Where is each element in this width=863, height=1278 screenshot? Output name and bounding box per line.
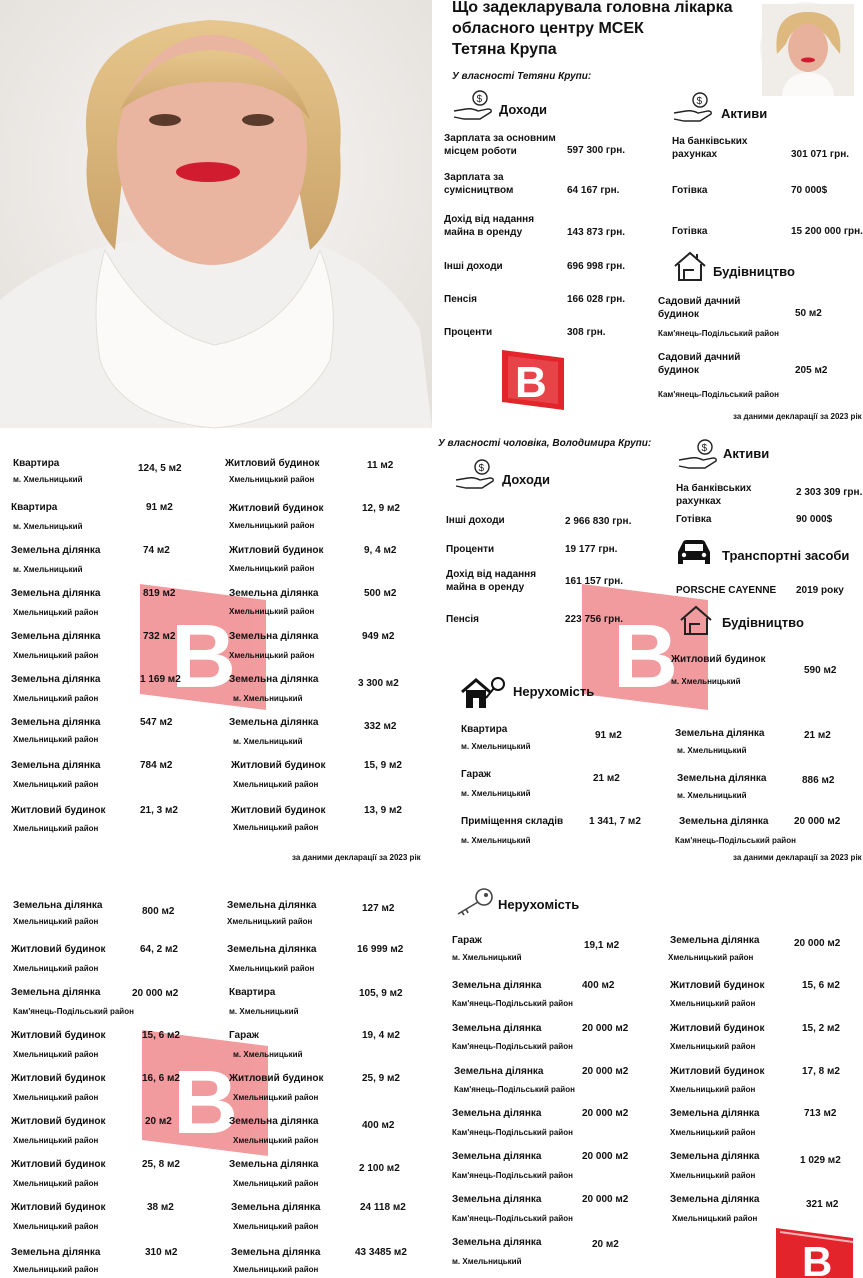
row-value: 949 м2 xyxy=(362,631,395,642)
row-location: м. Хмельницький xyxy=(461,742,531,751)
row-value: 43 3485 м2 xyxy=(355,1247,407,1258)
row-location: Хмельницький район xyxy=(13,1050,99,1059)
row-name: Земельна ділянка xyxy=(13,900,103,911)
row-location: м. Хмельницький xyxy=(13,475,83,484)
row-location: Хмельницький район xyxy=(229,607,315,616)
assets-value-2: 70 000$ xyxy=(791,185,828,196)
row-value: 20 000 м2 xyxy=(794,816,841,827)
row-location: Хмельницький район xyxy=(229,564,315,573)
row-location: Хмельницький район xyxy=(670,1042,756,1051)
row-value: 21, 3 м2 xyxy=(140,805,178,816)
row-value: 2 100 м2 xyxy=(359,1163,400,1174)
row-name: Земельна ділянка xyxy=(670,935,760,946)
row-location: Хмельницький район xyxy=(13,917,99,926)
row-location: Хмельницький район xyxy=(670,1171,756,1180)
page-title-line3: Тетяна Крупа xyxy=(452,41,557,58)
income-label-1a: Зарплата за основним xyxy=(444,133,556,144)
row-value: 20 000 м2 xyxy=(582,1151,629,1162)
row-name: Земельна ділянка xyxy=(677,773,767,784)
row-name: Житловий будинок xyxy=(225,458,320,469)
row-location: Хмельницький район xyxy=(13,651,99,660)
watermark-logo xyxy=(580,582,710,712)
row-name: Гараж xyxy=(461,769,491,780)
row-location: Хмельницький район xyxy=(13,780,99,789)
transport-heading: Транспортні засоби xyxy=(722,548,850,563)
row-name: Квартира xyxy=(229,987,276,998)
husband-assets-label-2: Готівка xyxy=(676,514,712,525)
row-name: Гараж xyxy=(229,1030,259,1041)
row-value: 25, 9 м2 xyxy=(362,1073,400,1084)
row-location: Хмельницький район xyxy=(229,964,315,973)
row-value: 784 м2 xyxy=(140,760,173,771)
row-location: Кам'янець-Подільський район xyxy=(675,836,796,845)
row-location: Хмельницький район xyxy=(13,608,99,617)
row-name: Житловий будинок xyxy=(231,805,326,816)
row-location: Хмельницький район xyxy=(668,953,754,962)
construction-label-1b: будинок xyxy=(658,309,700,320)
row-name: Земельна ділянка xyxy=(229,588,319,599)
owner-label: У власності Тетяни Крупи: xyxy=(452,71,592,82)
husband-income-value-1: 2 966 830 грн. xyxy=(565,516,632,527)
row-value: 16 999 м2 xyxy=(357,944,404,955)
row-value: 38 м2 xyxy=(147,1202,174,1213)
row-value: 1 029 м2 xyxy=(800,1155,841,1166)
row-name: Земельна ділянка xyxy=(452,1151,542,1162)
brand-logo xyxy=(774,1226,853,1278)
income-label-2a: Зарплата за xyxy=(444,172,504,183)
husband-panel xyxy=(432,432,863,870)
row-value: 21 м2 xyxy=(804,730,831,741)
source-note: за даними декларації за 2023 рік xyxy=(733,853,862,862)
row-location: м. Хмельницький xyxy=(452,1257,522,1266)
row-location: Хмельницький район xyxy=(13,735,99,744)
row-value: 3 300 м2 xyxy=(358,678,399,689)
row-value: 20 м2 xyxy=(145,1116,172,1127)
row-location: Хмельницький район xyxy=(670,1128,756,1137)
assets-heading: Активи xyxy=(721,106,768,121)
row-name: Житловий будинок xyxy=(670,980,765,991)
row-value: 15, 6 м2 xyxy=(802,980,840,991)
income-value-3: 143 873 грн. xyxy=(567,227,626,238)
row-value: 91 м2 xyxy=(146,502,173,513)
row-location: м. Хмельницький xyxy=(452,953,522,962)
row-value: 732 м2 xyxy=(143,631,176,642)
husband-assets-label-1a: На банківських xyxy=(676,483,752,494)
row-value: 400 м2 xyxy=(582,980,615,991)
row-value: 12, 9 м2 xyxy=(362,503,400,514)
row-name: Квартира xyxy=(11,502,58,513)
row-value: 9, 4 м2 xyxy=(364,545,397,556)
portrait-photo xyxy=(0,0,432,428)
row-name: Земельна ділянка xyxy=(231,1202,321,1213)
car-model: PORSCHE CAYENNE xyxy=(676,585,777,596)
row-location: Хмельницький район xyxy=(229,475,315,484)
row-value: 20 000 м2 xyxy=(582,1066,629,1077)
row-value: 127 м2 xyxy=(362,903,395,914)
row-name: Земельна ділянка xyxy=(670,1151,760,1162)
house-construction-icon xyxy=(678,604,714,636)
income-value-1: 597 300 грн. xyxy=(567,145,626,156)
row-location: м. Хмельницький xyxy=(461,836,531,845)
svg-text:$: $ xyxy=(701,443,708,454)
row-name: Житловий будинок xyxy=(11,805,106,816)
row-location: Кам'янець-Подільський район xyxy=(452,1214,573,1223)
row-value: 20 000 м2 xyxy=(582,1023,629,1034)
row-value: 20 000 м2 xyxy=(794,938,841,949)
row-location: м. Хмельницький xyxy=(233,1050,303,1059)
source-note: за даними декларації за 2023 рік xyxy=(733,412,862,421)
income-heading: Доходи xyxy=(499,102,547,117)
row-location: Хмельницький район xyxy=(229,651,315,660)
row-value: 124, 5 м2 xyxy=(138,463,182,474)
house-keys-icon xyxy=(460,674,510,710)
row-value: 20 м2 xyxy=(592,1239,619,1250)
assets-label-3: Готівка xyxy=(672,226,708,237)
income-label-5: Пенсія xyxy=(444,294,477,305)
row-value: 400 м2 xyxy=(362,1120,395,1131)
row-name: Житловий будинок xyxy=(11,1202,106,1213)
construction-value-2: 205 м2 xyxy=(795,365,828,376)
svg-text:B: B xyxy=(171,607,236,707)
row-location: Кам'янець-Подільський район xyxy=(13,1007,134,1016)
row-name: Житловий будинок xyxy=(229,545,324,556)
row-value: 21 м2 xyxy=(593,773,620,784)
income-label-3b: майна в оренду xyxy=(444,227,523,238)
husband-income-value-4: 223 756 грн. xyxy=(565,614,624,625)
income-value-2: 64 167 грн. xyxy=(567,185,620,196)
row-name: Земельна ділянка xyxy=(679,816,769,827)
row-name: Житловий будинок xyxy=(11,944,106,955)
row-name: Житловий будинок xyxy=(11,1159,106,1170)
svg-text:B: B xyxy=(613,607,678,707)
husband-income-value-3: 161 157 грн. xyxy=(565,576,624,587)
realty-panel-2 xyxy=(432,880,853,1278)
income-label-3a: Дохід від надання xyxy=(444,214,535,225)
row-name: Земельна ділянка xyxy=(452,1023,542,1034)
row-location: Хмельницький район xyxy=(229,521,315,530)
assets-label-2: Готівка xyxy=(672,185,708,196)
realty2-heading: Нерухомість xyxy=(498,897,580,912)
row-location: м. Хмельницький xyxy=(677,746,747,755)
husband-assets-value-2: 90 000$ xyxy=(796,514,833,525)
row-value: 64, 2 м2 xyxy=(140,944,178,955)
row-location: Хмельницький район xyxy=(227,917,313,926)
svg-text:$: $ xyxy=(476,94,483,105)
row-value: 11 м2 xyxy=(367,460,394,471)
money-hand-icon xyxy=(452,89,496,123)
car-icon xyxy=(676,538,712,568)
money-hand-icon xyxy=(672,91,716,125)
row-value: 16, 6 м2 xyxy=(142,1073,180,1084)
row-name: Квартира xyxy=(13,458,60,469)
row-name: Земельна ділянка xyxy=(670,1108,760,1119)
row-name: Житловий будинок xyxy=(229,503,324,514)
row-location: м. Хмельницький xyxy=(677,791,747,800)
row-name: Земельна ділянка xyxy=(11,987,101,998)
row-name: Земельна ділянка xyxy=(11,760,101,771)
row-location: Хмельницький район xyxy=(13,1136,99,1145)
row-value: 20 000 м2 xyxy=(582,1194,629,1205)
row-value: 1 341, 7 м2 xyxy=(589,816,641,827)
income-value-6: 308 грн. xyxy=(567,327,606,338)
assets-value-1: 301 071 грн. xyxy=(791,149,850,160)
row-value: 800 м2 xyxy=(142,906,175,917)
row-name: Земельна ділянка xyxy=(454,1066,544,1077)
row-location: Кам'янець-Подільський район xyxy=(452,1128,573,1137)
row-name: Земельна ділянка xyxy=(11,588,101,599)
row-name: Гараж xyxy=(452,935,482,946)
row-name: Земельна ділянка xyxy=(670,1194,760,1205)
husband-assets-label-1b: рахунках xyxy=(676,496,722,507)
row-location: м. Хмельницький xyxy=(233,737,303,746)
row-name: Земельна ділянка xyxy=(452,1194,542,1205)
row-value: 25, 8 м2 xyxy=(142,1159,180,1170)
row-name: Земельна ділянка xyxy=(11,717,101,728)
husband-income-value-2: 19 177 грн. xyxy=(565,544,618,555)
row-value: 17, 8 м2 xyxy=(802,1066,840,1077)
row-location: Хмельницький район xyxy=(13,694,99,703)
row-value: 20 000 м2 xyxy=(582,1108,629,1119)
row-value: 105, 9 м2 xyxy=(359,988,403,999)
page-title-line2: обласного центру МСЕК xyxy=(452,20,644,37)
construction-label-2b: будинок xyxy=(658,365,700,376)
brand-logo xyxy=(498,348,568,414)
husband-income-heading: Доходи xyxy=(502,472,550,487)
row-value: 19,1 м2 xyxy=(584,940,620,951)
husband-income-label-1: Інші доходи xyxy=(446,515,505,526)
row-location: Хмельницький район xyxy=(233,1222,319,1231)
row-value: 310 м2 xyxy=(145,1247,178,1258)
row-location: Кам'янець-Подільський район xyxy=(452,999,573,1008)
row-location: Хмельницький район xyxy=(233,1136,319,1145)
row-name: Земельна ділянка xyxy=(11,1247,101,1258)
row-location: Хмельницький район xyxy=(233,823,319,832)
husband-assets-value-1: 2 303 309 грн. xyxy=(796,487,863,498)
income-label-1b: місцем роботи xyxy=(444,146,517,157)
row-location: Хмельницький район xyxy=(233,1265,319,1274)
row-name: Земельна ділянка xyxy=(227,900,317,911)
watermark-logo xyxy=(138,582,268,712)
husband-construction-heading: Будівництво xyxy=(722,615,804,630)
row-name: Квартира xyxy=(461,724,508,735)
construction-loc-1: Кам'янець-Подільський район xyxy=(658,329,779,338)
row-value: 15, 9 м2 xyxy=(364,760,402,771)
row-value: 91 м2 xyxy=(595,730,622,741)
husband-income-label-3b: майна в оренду xyxy=(446,582,525,593)
row-name: Земельна ділянка xyxy=(229,674,319,685)
row-location: Кам'янець-Подільський район xyxy=(452,1042,573,1051)
property-table-2 xyxy=(0,880,432,1278)
row-location: Хмельницький район xyxy=(13,1265,99,1274)
avatar xyxy=(760,2,852,94)
husband-owner-label: У власності чоловіка, Володимира Крупи: xyxy=(438,438,652,449)
income-value-5: 166 028 грн. xyxy=(567,294,626,305)
svg-text:B: B xyxy=(802,1238,833,1278)
row-value: 13, 9 м2 xyxy=(364,805,402,816)
row-name: Земельна ділянка xyxy=(11,674,101,685)
row-name: Житловий будинок xyxy=(229,1073,324,1084)
page-title-line1: Що задекларувала головна лікарка xyxy=(452,0,733,16)
row-location: Хмельницький район xyxy=(233,1179,319,1188)
row-name: Земельна ділянка xyxy=(11,631,101,642)
income-label-6: Проценти xyxy=(444,327,493,338)
row-name: Житловий будинок xyxy=(11,1116,106,1127)
row-location: Хмельницький район xyxy=(13,964,99,973)
row-location: Хмельницький район xyxy=(13,824,99,833)
row-value: 15, 6 м2 xyxy=(142,1030,180,1041)
income-value-4: 696 998 грн. xyxy=(567,261,626,272)
construction-value-1: 50 м2 xyxy=(795,308,822,319)
svg-text:B: B xyxy=(173,1053,238,1153)
row-location: Хмельницький район xyxy=(672,1214,758,1223)
row-location: Хмельницький район xyxy=(13,1179,99,1188)
key-icon xyxy=(454,886,496,916)
row-location: Хмельницький район xyxy=(670,999,756,1008)
assets-label-1b: рахунках xyxy=(672,149,718,160)
money-hand-icon xyxy=(677,438,721,472)
row-location: м. Хмельницький xyxy=(13,565,83,574)
row-name: Житловий будинок xyxy=(670,1066,765,1077)
row-name: Земельна ділянка xyxy=(452,980,542,991)
row-name: Земельна ділянка xyxy=(11,545,101,556)
row-name: Житловий будинок xyxy=(231,760,326,771)
row-name: Земельна ділянка xyxy=(227,944,317,955)
row-name: Земельна ділянка xyxy=(229,1159,319,1170)
row-value: 547 м2 xyxy=(140,717,173,728)
row-location: Кам'янець-Подільський район xyxy=(452,1171,573,1180)
property-table-1 xyxy=(0,432,432,870)
row-location: м. Хмельницький xyxy=(13,522,83,531)
svg-text:$: $ xyxy=(478,463,485,474)
row-location: м. Хмельницький xyxy=(461,789,531,798)
row-location: м. Хмельницький xyxy=(233,694,303,703)
row-value: 19, 4 м2 xyxy=(362,1030,400,1041)
assets-label-1a: На банківських xyxy=(672,136,748,147)
house-construction-icon xyxy=(672,250,708,282)
row-value: 321 м2 xyxy=(806,1199,839,1210)
husband-realty-heading: Нерухомість xyxy=(513,684,595,699)
income-label-4: Інші доходи xyxy=(444,261,503,272)
row-location: м. Хмельницький xyxy=(229,1007,299,1016)
construction-heading: Будівництво xyxy=(713,264,795,279)
row-name: Приміщення складів xyxy=(461,816,564,827)
row-name: Житловий будинок xyxy=(11,1030,106,1041)
row-location: Хмельницький район xyxy=(670,1085,756,1094)
row-value: 500 м2 xyxy=(364,588,397,599)
row-name: Земельна ділянка xyxy=(229,631,319,642)
husband-income-label-3a: Дохід від надання xyxy=(446,569,537,580)
car-year: 2019 року xyxy=(796,585,844,596)
svg-text:$: $ xyxy=(696,96,703,107)
assets-value-3: 15 200 000 грн. xyxy=(791,226,863,237)
summary-panel xyxy=(432,0,863,428)
row-name: Житловий будинок xyxy=(11,1073,106,1084)
husband-construction-name: Житловий будинок xyxy=(671,654,766,665)
husband-income-label-4: Пенсія xyxy=(446,614,479,625)
row-name: Земельна ділянка xyxy=(231,1247,321,1258)
husband-construction-loc: м. Хмельницький xyxy=(671,677,741,686)
row-value: 20 000 м2 xyxy=(132,988,179,999)
income-label-2b: сумісництвом xyxy=(444,185,514,196)
row-value: 15, 2 м2 xyxy=(802,1023,840,1034)
row-location: Хмельницький район xyxy=(233,1093,319,1102)
row-value: 1 169 м2 xyxy=(140,674,181,685)
source-note: за даними декларації за 2023 рік xyxy=(292,853,421,862)
husband-construction-value: 590 м2 xyxy=(804,665,837,676)
row-name: Земельна ділянка xyxy=(675,728,765,739)
svg-text:B: B xyxy=(515,358,547,407)
row-location: Кам'янець-Подільський район xyxy=(454,1085,575,1094)
construction-loc-2: Кам'янець-Подільський район xyxy=(658,390,779,399)
row-location: Хмельницький район xyxy=(13,1222,99,1231)
row-name: Земельна ділянка xyxy=(452,1108,542,1119)
construction-label-2a: Садовий дачний xyxy=(658,352,741,363)
money-hand-icon xyxy=(454,458,498,492)
row-location: Хмельницький район xyxy=(13,1093,99,1102)
portrait-panel xyxy=(0,0,432,428)
row-name: Земельна ділянка xyxy=(229,717,319,728)
row-value: 886 м2 xyxy=(802,775,835,786)
row-name: Житловий будинок xyxy=(670,1023,765,1034)
row-value: 332 м2 xyxy=(364,721,397,732)
row-name: Земельна ділянка xyxy=(452,1237,542,1248)
row-value: 74 м2 xyxy=(143,545,170,556)
row-value: 713 м2 xyxy=(804,1108,837,1119)
husband-income-label-2: Проценти xyxy=(446,544,495,555)
row-name: Земельна ділянка xyxy=(229,1116,319,1127)
construction-label-1a: Садовий дачний xyxy=(658,296,741,307)
row-value: 819 м2 xyxy=(143,588,176,599)
row-location: Хмельницький район xyxy=(233,780,319,789)
row-value: 24 118 м2 xyxy=(360,1202,406,1213)
husband-assets-heading: Активи xyxy=(723,446,770,461)
